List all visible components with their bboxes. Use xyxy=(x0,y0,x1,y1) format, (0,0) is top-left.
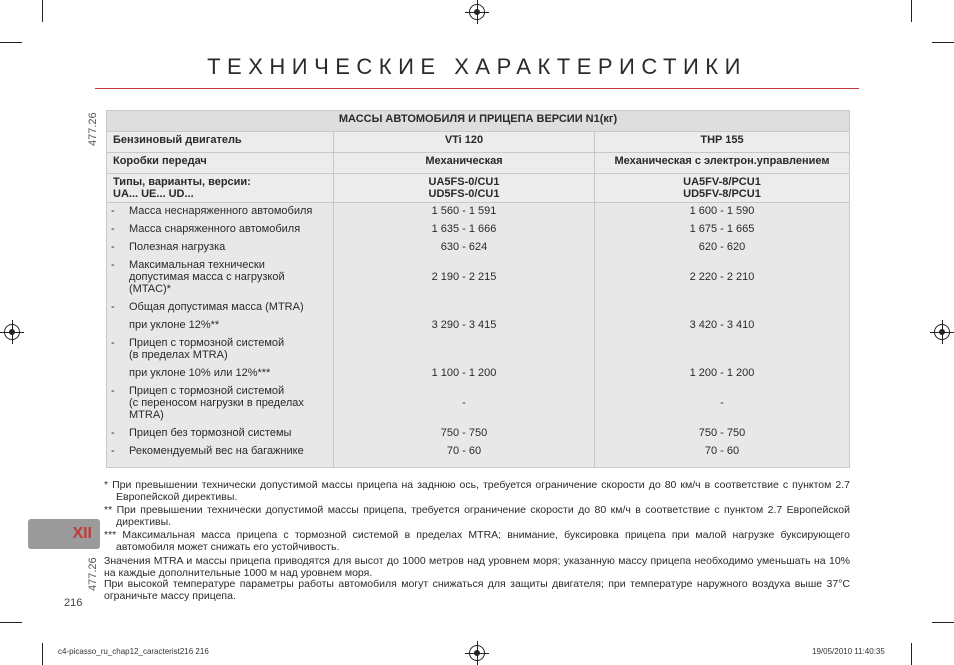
crop-mark xyxy=(0,42,22,43)
type-code: UD5FV-8/PCU1 xyxy=(683,188,761,200)
vti-values xyxy=(334,203,595,468)
param-value: 750 - 750 xyxy=(698,427,746,439)
param-label: - Прицеп с тормозной системой xyxy=(129,337,285,349)
param-label: MTRA) xyxy=(129,409,164,421)
page-title: ТЕХНИЧЕСКИЕ ХАРАКТЕРИСТИКИ xyxy=(207,54,747,79)
param-value: 2 190 - 2 215 xyxy=(431,271,497,283)
type-code: UD5FS-0/CU1 xyxy=(428,188,500,200)
param-label: - Масса снаряженного автомобиля xyxy=(129,223,301,235)
page-number: 216 xyxy=(64,597,83,609)
param-label: - Прицеп без тормозной системы xyxy=(129,427,292,439)
param-label: (с переносом нагрузки в пределах xyxy=(129,397,304,409)
engine-row xyxy=(107,132,850,153)
param-value: 1 560 - 1 591 xyxy=(431,205,497,217)
engine-vti: VTi 120 xyxy=(334,132,595,153)
table-caption: МАССЫ АВТОМОБИЛЯ И ПРИЦЕПА ВЕРСИИ N1(кг) xyxy=(107,111,850,132)
param-item xyxy=(109,427,331,445)
footnotes xyxy=(104,480,850,602)
engine-label: Бензиновый двигатель xyxy=(107,132,334,153)
side-code-top: 477.26 xyxy=(87,112,99,146)
note-temperature: При высокой температуре параметры работы автомобиля могут снижаться для защиты двигателя; при температуре наружного воздуха выше 37°C ограничьте массу прицепа. xyxy=(104,578,850,602)
note-altitude: Значения MTRA и массы прицепа приводятся для высот до 1000 метров над уровнем моря; указанную массу прицепа необходимо уменьшать на 10% на каждые дополнительные 1000 м над уровнем моря. xyxy=(104,555,850,579)
param-value: 70 - 60 xyxy=(704,445,740,457)
param-value: 70 - 60 xyxy=(446,445,482,457)
crop-mark xyxy=(0,622,22,623)
crop-mark xyxy=(42,643,43,665)
param-value: - xyxy=(462,397,466,409)
param-value: - xyxy=(720,397,724,409)
param-value xyxy=(601,337,843,367)
param-value: 1 635 - 1 666 xyxy=(431,223,497,235)
registration-mark-icon xyxy=(469,645,485,661)
param-value xyxy=(601,301,843,319)
param-label: при уклоне 12%** xyxy=(129,319,220,331)
crop-mark xyxy=(911,643,912,665)
param-item xyxy=(109,367,331,385)
registration-mark-icon xyxy=(469,4,485,20)
registration-mark-icon xyxy=(4,324,20,340)
param-label: - Общая допустимая масса (MTRA) xyxy=(129,301,304,313)
param-item xyxy=(109,223,331,241)
chapter-label: XII xyxy=(72,525,92,542)
param-label: (в пределах MTRA) xyxy=(129,349,228,361)
param-item xyxy=(109,385,331,427)
param-label: - Полезная нагрузка xyxy=(129,241,226,253)
param-list xyxy=(109,205,331,463)
param-item xyxy=(109,259,331,301)
footer-file: c4-picasso_ru_chap12_caracterist216 216 xyxy=(58,647,209,656)
param-item xyxy=(109,319,331,337)
engine-thp: THP 155 xyxy=(595,132,850,153)
param-value: 1 675 - 1 665 xyxy=(689,223,755,235)
crop-mark xyxy=(932,42,954,43)
param-label: - Прицеп с тормозной системой xyxy=(129,385,285,397)
side-code-bottom: 477.26 xyxy=(87,557,99,591)
param-item xyxy=(109,445,331,463)
footnote-2: ** При превышении технически допустимой массы прицепа, требуется ограничение скорости до 80 км/ч в соответствие с пунктом 2.7 Европейской директивы. xyxy=(104,504,850,528)
param-label: - Максимальная технически xyxy=(129,259,265,271)
param-value: 620 - 620 xyxy=(698,241,746,253)
param-value: 1 100 - 1 200 xyxy=(431,367,497,379)
gearbox-label: Коробки передач xyxy=(107,153,334,174)
param-label: - Масса неснаряженного автомобиля xyxy=(129,205,313,217)
mass-table xyxy=(106,110,850,468)
param-label: (MTAC)* xyxy=(129,283,171,295)
param-value: 3 290 - 3 415 xyxy=(431,319,497,331)
footer-date: 19/05/2010 11:40:35 xyxy=(812,647,885,656)
crop-mark xyxy=(42,0,43,22)
footnote-1: * При превышении технически допустимой массы прицепа на заднюю ось, требуется ограничение скорости до 80 км/ч в соответствие с пунктом 2.7 Европейской директивы. xyxy=(104,479,850,503)
type-code: UA5FS-0/CU1 xyxy=(428,176,500,188)
param-value: 1 600 - 1 590 xyxy=(689,205,755,217)
registration-mark-icon xyxy=(934,324,950,340)
types-codes: UA... UE... UD... xyxy=(113,188,194,200)
param-item xyxy=(109,337,331,367)
gearbox-auto: Механическая с электрон.управлением xyxy=(595,153,850,174)
param-value xyxy=(340,301,588,319)
crop-mark xyxy=(932,622,954,623)
title-divider xyxy=(95,88,859,89)
gearbox-manual: Механическая xyxy=(334,153,595,174)
param-label: - Рекомендуемый вес на багажнике xyxy=(129,445,304,457)
param-value: 2 220 - 2 210 xyxy=(689,271,755,283)
param-value: 3 420 - 3 410 xyxy=(689,319,755,331)
type-code: UA5FV-8/PCU1 xyxy=(683,176,761,188)
param-label: при уклоне 10% или 12%*** xyxy=(129,367,271,379)
param-item xyxy=(109,205,331,223)
param-item xyxy=(109,301,331,319)
gearbox-row xyxy=(107,153,850,174)
thp-values xyxy=(595,203,850,468)
param-value: 750 - 750 xyxy=(440,427,488,439)
footnote-3: *** Максимальная масса прицепа с тормозной системой в пределах MTRA; внимание, буксировка прицепа при малой нагрузке буксирующего автомобиля может снижать его устойчивость. xyxy=(104,529,850,553)
param-value xyxy=(340,337,588,367)
types-row xyxy=(107,174,850,203)
params-row xyxy=(107,203,850,468)
types-label: Типы, варианты, версии: xyxy=(113,176,251,188)
crop-mark xyxy=(911,0,912,22)
param-value: 630 - 624 xyxy=(440,241,488,253)
param-label: допустимая масса с нагрузкой xyxy=(129,271,285,283)
chapter-tab xyxy=(28,519,100,549)
param-item xyxy=(109,241,331,259)
param-value: 1 200 - 1 200 xyxy=(689,367,755,379)
